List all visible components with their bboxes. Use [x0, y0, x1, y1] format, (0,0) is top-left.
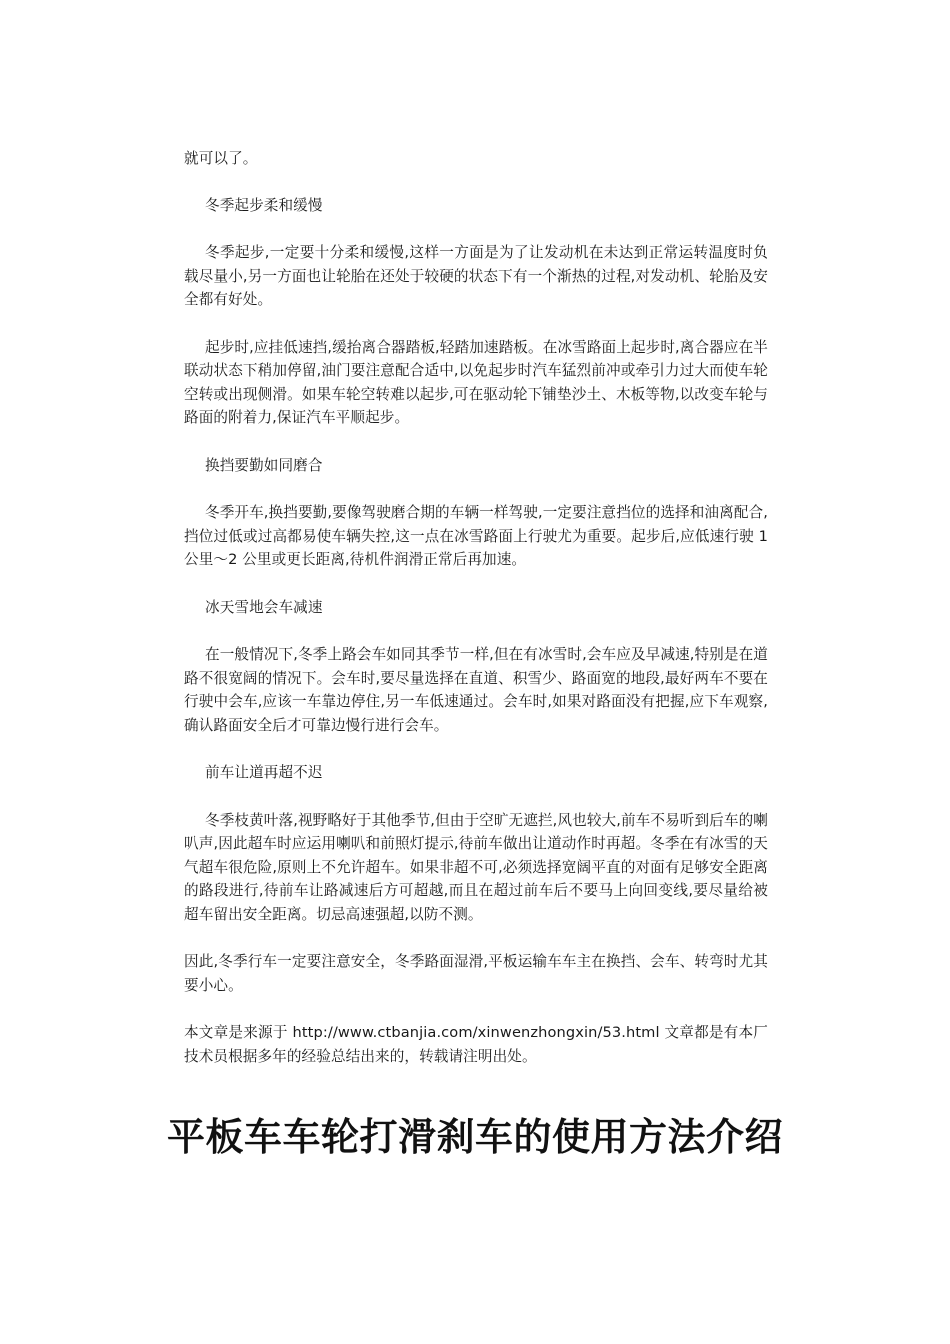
section-heading-overtaking: 前车让道再超不迟	[205, 764, 323, 781]
paragraph-shift-gears: 冬季开车,换挡要勤,要像驾驶磨合期的车辆一样驾驶,一定要注意挡位的选择和油离配合,挡位过低或过高都易使车辆失控,这一点在冰雪路面上行驶尤为重要。起步后,应低速行驶 1 公里～2 公里或更长距离,待机件润滑正常后再加速。	[184, 504, 768, 568]
paragraph-conclusion: 因此,冬季行车一定要注意安全，冬季路面湿滑,平板运输车车主在换挡、会车、转弯时尤其要小心。	[184, 953, 768, 994]
paragraph-meeting-cars: 在一般情况下,冬季上路会车如同其季节一样,但在有冰雪时,会车应及早减速,特别是在道路不很宽阔的情况下。会车时,要尽量选择在直道、积雪少、路面宽的地段,最好两车不要在行驶中会车,应该一车靠边停住,另一车低速通过。会车时,如果对路面没有把握,应下车观察,确认路面安全后才可靠边慢行进行会车。	[184, 646, 768, 734]
paragraph-source-note: 本文章是来源于 http://www.ctbanjia.com/xinwenzhongxin/53.html 文章都是有本厂技术员根据多年的经验总结出来的，转载请注明出处。	[184, 1024, 768, 1065]
document-body	[184, 147, 768, 1068]
paragraph-start-gently: 冬季起步,一定要十分柔和缓慢,这样一方面是为了让发动机在未达到正常运转温度时负载尽量小,另一方面也让轮胎在还处于较硬的状态下有一个渐热的过程,对发动机、轮胎及安全都有好处。	[184, 244, 768, 308]
paragraph-overtaking: 冬季枝黄叶落,视野略好于其他季节,但由于空旷无遮拦,风也较大,前车不易听到后车的喇叭声,因此超车时应运用喇叭和前照灯提示,待前车做出让道动作时再超。冬季在有冰雪的天气超车很危险,原则上不允许超车。如果非超不可,必须选择宽阔平直的对面有足够安全距离的路段进行,待前车让路减速后方可超越,而且在超过前车后不要马上向回变线,要尽量给被超车留出安全距离。切忌高速强超,以防不测。	[184, 811, 768, 923]
section-heading-start-gently: 冬季起步柔和缓慢	[205, 196, 323, 214]
article-title: 平板车车轮打滑刹车的使用方法介绍	[166, 1114, 783, 1159]
section-heading-shift-gears: 换挡要勤如同磨合	[205, 456, 323, 474]
paragraph-starting-procedure: 起步时,应挂低速挡,缓抬离合器踏板,轻踏加速踏板。在冰雪路面上起步时,离合器应在半联动状态下稍加停留,油门要注意配合适中,以免起步时汽车猛烈前冲或牵引力过大而使车轮空转或出现侧滑。如果车轮空转难以起步,可在驱动轮下铺垫沙土、木板等物,以改变车轮与路面的附着力,保证汽车平顺起步。	[184, 338, 768, 426]
section-heading-meeting-cars: 冰天雪地会车减速	[205, 598, 323, 616]
paragraph-continuation: 就可以了。	[184, 150, 258, 167]
